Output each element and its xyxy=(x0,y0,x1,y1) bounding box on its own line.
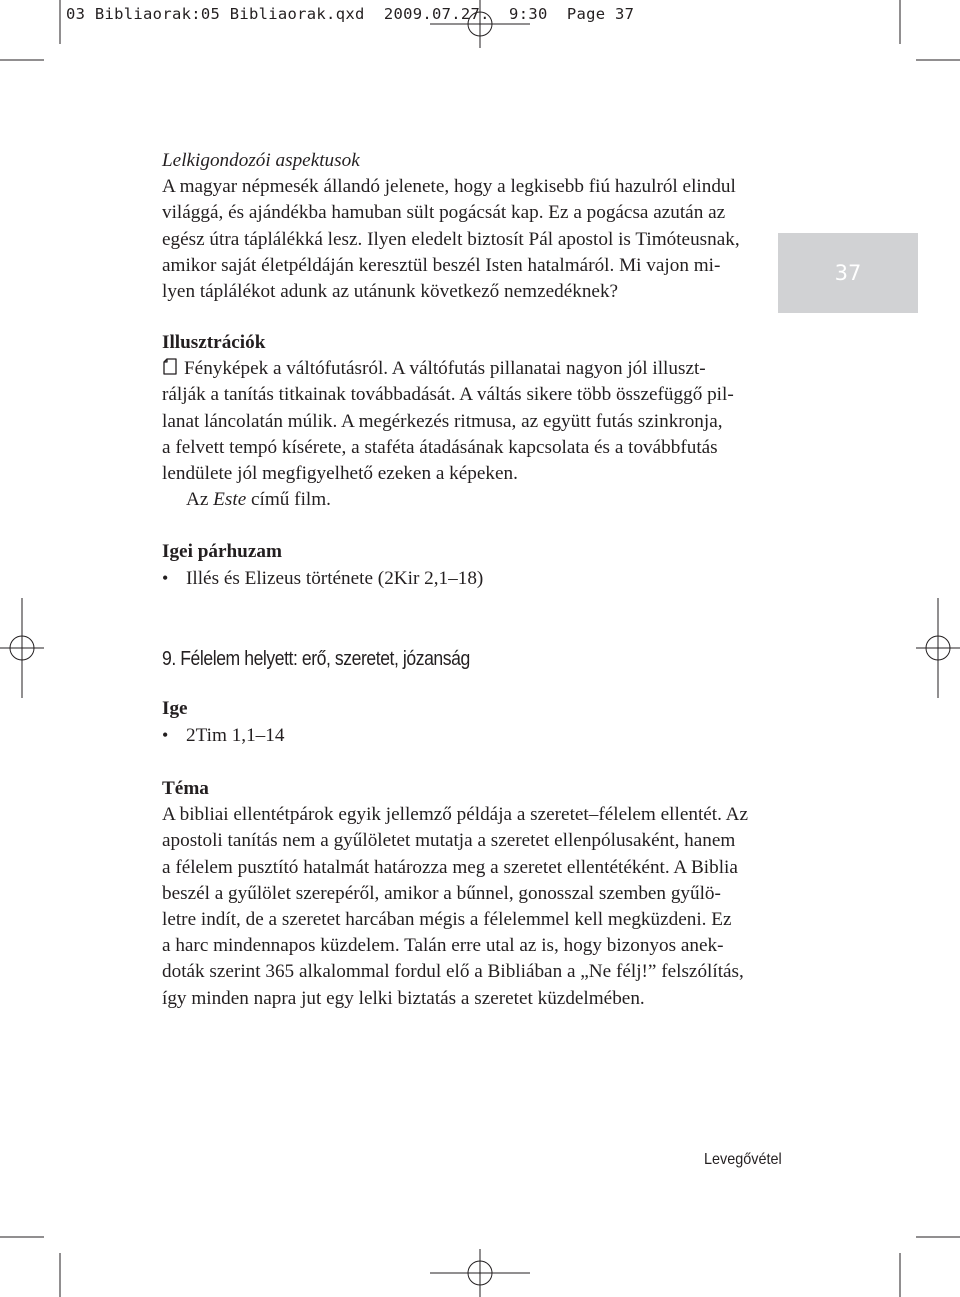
illustrations-section xyxy=(162,330,787,513)
illustrations-line: lendülete jól megfigyelhető ezeken a képeken. xyxy=(162,463,518,485)
intro-line: A magyar népmesék állandó jelenete, hogy a legkisebb fiú hazulról elindul xyxy=(162,176,736,198)
parallel-item xyxy=(162,565,787,592)
intro-paragraph xyxy=(162,174,787,305)
ige-item xyxy=(162,722,787,749)
illustrations-line: a felvett tempó kísérete, a staféta átadásának kapcsolata és a továbbfutás xyxy=(162,436,718,458)
intro-line: egész útra táplálékká lesz. Ilyen eledelt biztosít Pál apostol is Timóteusnak, xyxy=(162,228,740,250)
tema-line: a félelem pusztító hatalmát határozza meg a szeretet ellentétéként. A Biblia xyxy=(162,856,738,878)
tema-section xyxy=(162,776,787,1012)
film-suffix: című film. xyxy=(246,489,331,511)
intro-heading: Lelkigondozói aspektusok xyxy=(162,150,360,171)
bullet-dot-icon xyxy=(162,722,186,749)
tema-line: a harc mindennapos küzdelem. Talán erre utal az is, hogy bizonyos anek- xyxy=(162,935,724,957)
illustrations-line: lanat láncolatán múlik. A megérkezés ritmusa, az együtt futás szinkronja, xyxy=(162,410,723,432)
page-number-tab xyxy=(778,233,918,313)
intro-section xyxy=(162,148,787,305)
print-slug: 03 Bibliaorak:05 Bibliaorak.qxd 2009.07.27. 9:30 Page 37 xyxy=(66,5,635,23)
tema-line: apostoli tanítás nem a gyűlöletet mutatja a szeretet ellenpólusaként, hanem xyxy=(162,830,736,852)
bullet-dot-icon xyxy=(162,565,186,592)
tema-line: beszél a gyűlölet szerepéről, amikor a bűnnel, gonosszal szemben gyűlö- xyxy=(162,882,721,904)
page-number: 37 xyxy=(834,261,862,285)
page-content xyxy=(162,148,787,1009)
tema-heading: Téma xyxy=(162,778,209,799)
tema-line: doták szerint 365 alkalommal fordul elő a Bibliában a „Ne félj!” felszólítás, xyxy=(162,961,744,983)
illustrations-line xyxy=(162,356,787,382)
film-title: Este xyxy=(213,489,247,511)
illustrations-paragraph xyxy=(162,356,787,513)
intro-line: amikor saját életpéldáján keresztül beszél Isten hatalmáról. Mi vajon mi- xyxy=(162,254,721,276)
tema-line: letre indít, de a szeretet harcában mégis a félelemmel kell megküzdeni. Ez xyxy=(162,909,732,931)
tema-line: A bibliai ellentétpárok egyik jellemző példája a szeretet–félelem ellentét. Az xyxy=(162,804,749,826)
parallel-section xyxy=(162,539,787,592)
chapter-title: 9. Félelem helyett: erő, szeretet, józanság xyxy=(162,648,470,670)
tema-line: így minden napra jut egy lelki biztatás a szeretet küzdelmében. xyxy=(162,987,645,1009)
running-footer: Levegővétel xyxy=(704,1151,782,1168)
ige-item-text: 2Tim 1,1–14 xyxy=(186,725,285,747)
tema-paragraph xyxy=(162,802,787,1012)
ige-section xyxy=(162,696,787,749)
parallel-heading: Igei párhuzam xyxy=(162,541,282,562)
illustrations-line: rálják a tanítás titkainak továbbadását. A váltás sikere több összefüggő pil- xyxy=(162,384,734,406)
parallel-item-text: Illés és Elizeus története (2Kir 2,1–18) xyxy=(186,568,484,590)
film-line xyxy=(162,487,787,513)
intro-line: lyen táplálékot adunk az utánunk következő nemzedéknek? xyxy=(162,281,619,303)
illustrations-line-text: Fényképek a váltófutásról. A váltófutás pillanatai nagyon jól illuszt- xyxy=(184,358,706,380)
film-prefix: Az xyxy=(186,489,214,511)
illustrations-heading: Illusztrációk xyxy=(162,332,266,353)
ige-heading: Ige xyxy=(162,698,188,719)
intro-line: világgá, és ajándékba hamuban sült pogácsát kap. Ez a pogácsa azután az xyxy=(162,202,726,224)
page-icon xyxy=(162,357,180,377)
